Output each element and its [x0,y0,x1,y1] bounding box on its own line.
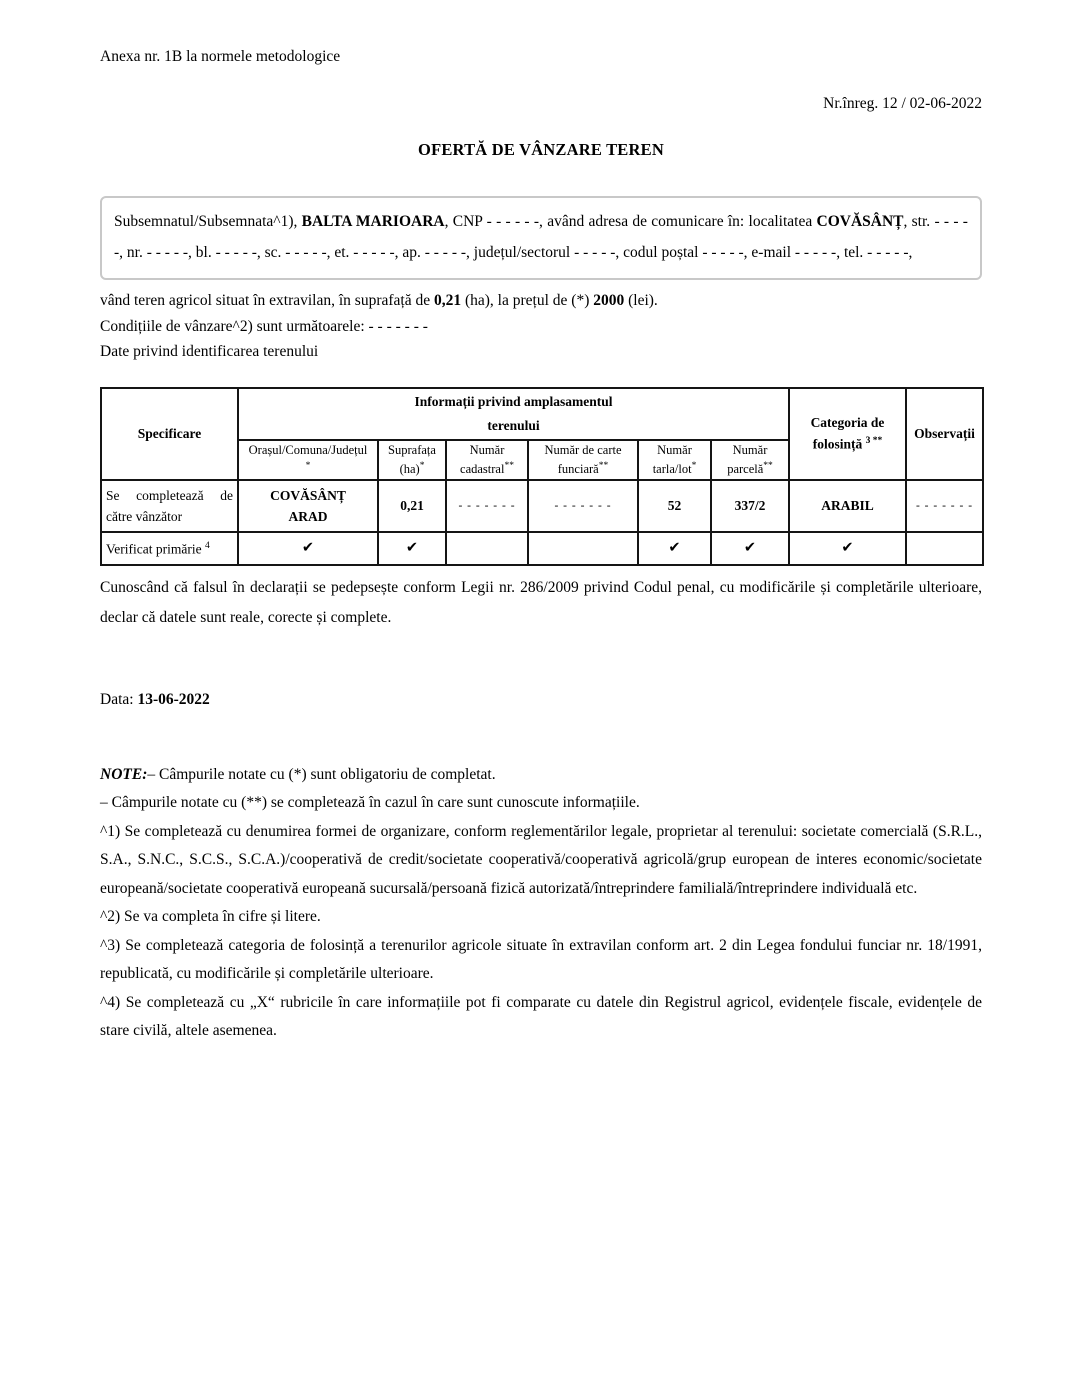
footnote-marker: * [691,461,697,471]
cell-surface: 0,21 [378,480,446,532]
date-line [100,691,982,709]
header-tarla-lot: Număr tarla/lot* [638,440,711,480]
footnote-marker: ** [763,461,773,471]
intro-text-segment: , str. - - - - -, nr. - - - - -, bl. - - - - -, sc. - - - - -, et. - - - - -, ap. - - - - -, județul/sectorul - - - - -, codul poștal - - - - -, e-mail - - - - -, tel. - - - - -, [114,213,968,261]
header-oras-comuna-judet: Orașul/Comuna/Județul * [238,440,378,480]
cell-cadastral: - - - - - - - [446,480,528,532]
cell-tarla: 52 [638,480,711,532]
header-observatii: Observații [906,388,983,480]
intro-text-segment: Subsemnatul/Subsemnata^1), [114,213,302,230]
note-line: ^4) Se completează cu „X“ rubricile în care informațiile pot fi comparate cu datele din Registrul agricol, evidențele fiscale, evidențele de stare civilă, altele asemenea. [100,993,982,1040]
page-title: OFERTĂ DE VÂNZARE TEREN [418,140,664,159]
empty-cell [528,532,638,565]
header-categoria-line2: folosință $^{3 **}$ [812,436,883,452]
sale-text-segment: (ha), la prețul de (*) [461,292,594,309]
annex-note: Anexa nr. 1B la normele metodologice [100,48,341,65]
empty-cell [906,532,983,565]
date-value: 13-06-2022 [137,690,210,708]
note-line: ^3) Se completează categoria de folosință a terenurilor agricole situate în extravilan conform art. 2 din Legea fondului funciar nr. 18/1991, republicată, cu modificările și completările ulterioare. [100,936,982,983]
header-suprafata: Suprafața (ha)* [378,440,446,480]
cell-carte-funciara: - - - - - - - [528,480,638,532]
header-categoria-line1: Categoria de [810,415,885,431]
intro-text-segment: , CNP - - - - - -, având adresa de comunicare în: localitatea [444,213,817,230]
sale-text-segment: vând teren agricol situat în extravilan, în suprafață de [100,292,434,309]
locality-name: COVĂSÂNȚ [816,213,904,230]
footnote-marker: ** [504,461,514,471]
cell-parcela: 337/2 [711,480,789,532]
footnote-marker: * [419,461,425,471]
seller-row-label: Se completează de către vânzător [101,480,238,532]
land-identification-table [100,387,984,566]
price-value: 2000 [593,292,625,309]
cell-observatii: - - - - - - - [906,480,983,532]
sale-conditions: Condițiile de vânzare^2) sunt următoarele: - - - - - - - [100,317,428,335]
footnote-marker: 4 [204,541,210,552]
notes-section [100,761,982,1046]
sale-text-segment: (lei). [624,292,658,309]
table-row-verified [101,532,983,565]
land-data-heading: Date privind identificarea terenului [100,343,319,360]
check-mark-icon: ✔ [378,532,446,565]
note-line: – Câmpurile notate cu (**) se completează în cazul în care sunt cunoscute informațiile. [100,794,640,812]
note-label: NOTE: [100,765,148,783]
header-parcela: Număr parcelă** [711,440,789,480]
note-line-main: NOTE:– Câmpurile notate cu (*) sunt obligatoriu de completat. [100,765,496,783]
footnote-marker: 3 ** [865,436,883,447]
header-specificare: Specificare [101,388,238,480]
header-numar-cadastral: Număr cadastral** [446,440,528,480]
check-mark-icon: ✔ [789,532,906,565]
legal-declaration: Cunoscând că falsul în declarații se pedepsește conform Legii nr. 286/2009 privind Codul penal, cu modificările și completările ulterioare, declar că datele sunt reale, corecte și complete. [100,578,982,626]
note-line: ^2) Se va completa în cifre și litere. [100,908,321,926]
header-carte-funciara: Număr de carte funciară** [528,440,638,480]
land-area-value: 0,21 [433,292,462,309]
empty-cell [446,532,528,565]
date-label: Data: [100,690,138,708]
footnote-marker: ** [598,461,609,471]
check-mark-icon: ✔ [638,532,711,565]
table-row-seller [101,480,983,532]
check-mark-icon: ✔ [711,532,789,565]
header-info-line1: Informații privind amplasamentul [414,393,613,409]
header-info-line2: terenului [487,417,540,433]
seller-name: BALTA MARIOARA [301,213,445,230]
sale-statement [100,288,982,314]
note-line: ^1) Se completează cu denumirea formei de organizare, conform reglementărilor legale, proprietar al terenului: societate comercială (S.R.L., S.A., S.N.C., S.C.S., S.C.A.)/cooperativă de credit/societate cooperativă/cooperativă agricolă/grup european de interes economic/societate europeană/societate cooperativă europeană sucursală/persoană fizică autorizată/întreprindere familială/întreprindere individuală etc. [100,822,982,897]
verified-row-label: Verificat primărie $^4$ [101,532,238,565]
cell-locality: COVĂSÂNȚ ARAD [238,480,378,532]
applicant-info-box [100,196,982,280]
header-info-amplasament [238,388,789,440]
check-mark-icon: ✔ [238,532,378,565]
cell-categoria: ARABIL [789,480,906,532]
header-categoria-folosinta [789,388,906,480]
footnote-marker: * [305,461,311,471]
registration-number: Nr.înreg. 12 / 02-06-2022 [823,95,982,112]
